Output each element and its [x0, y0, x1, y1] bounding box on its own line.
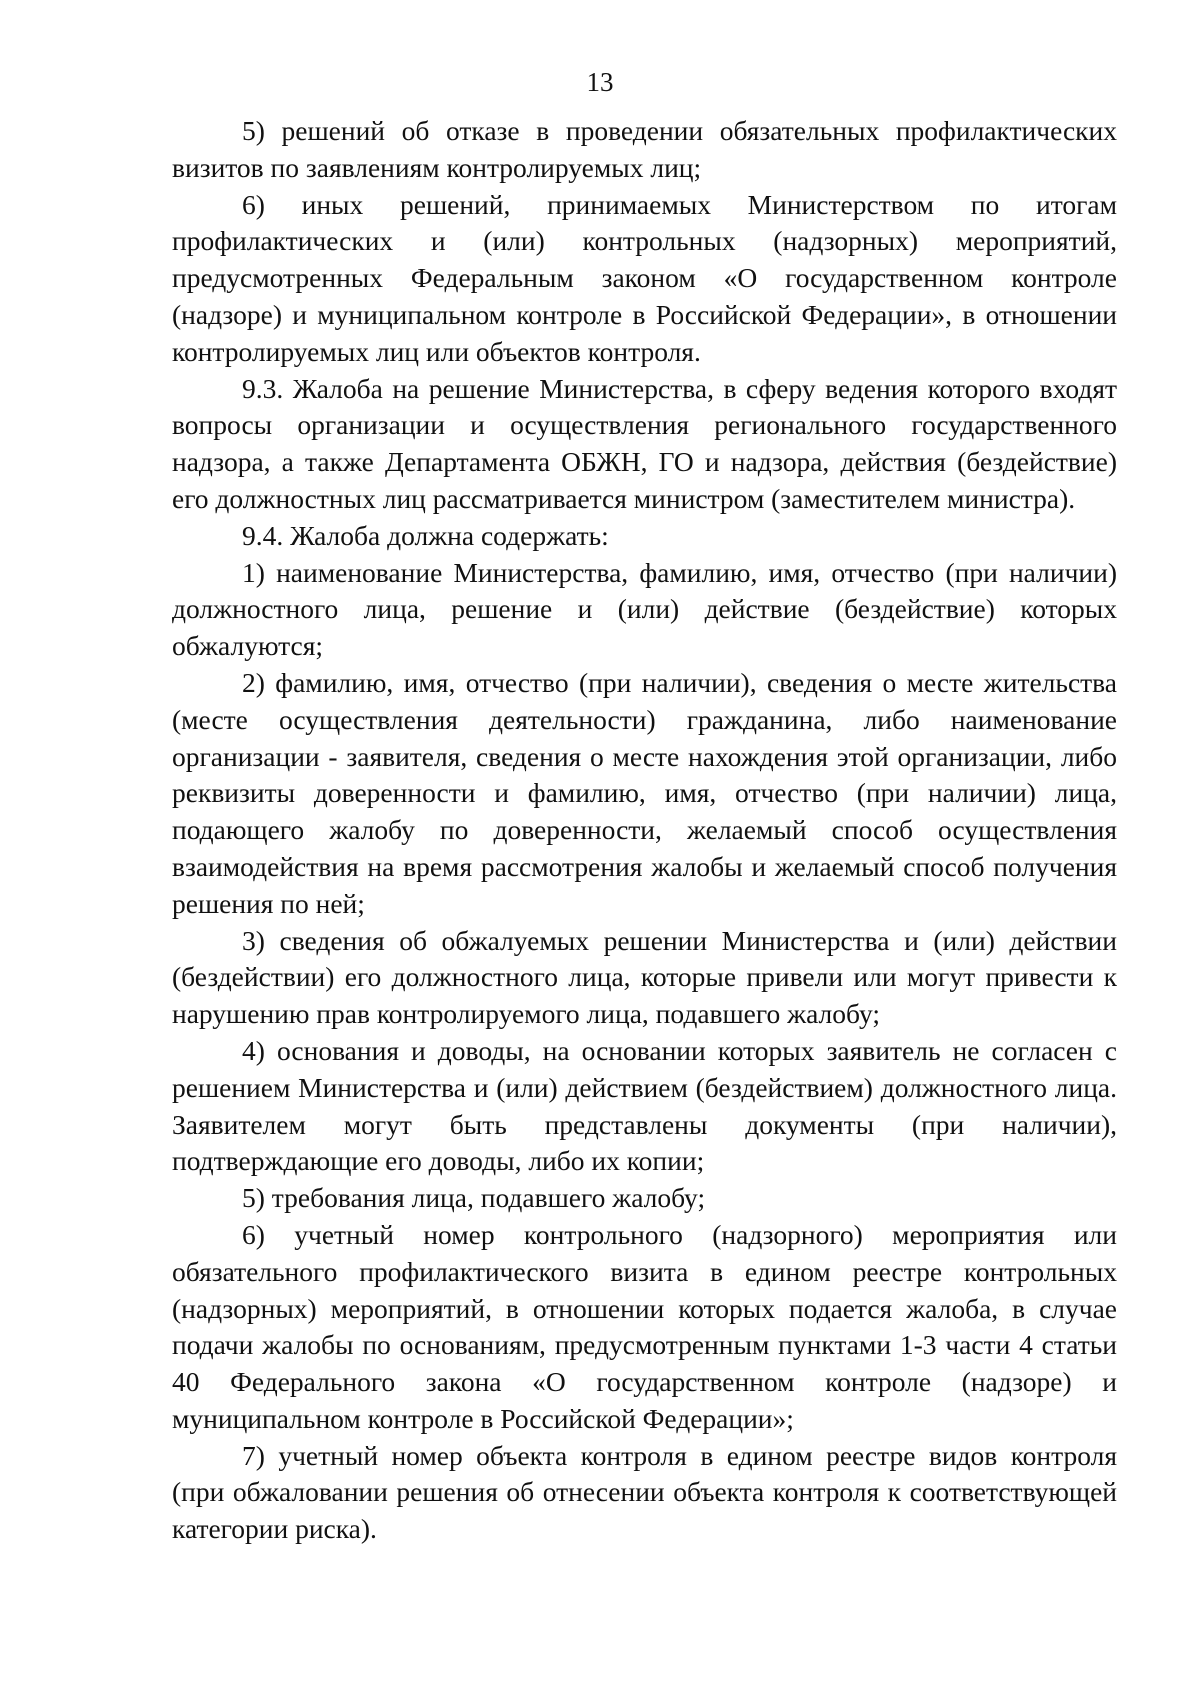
paragraph-list-item-5: 5) требования лица, подавшего жалобу; — [242, 1182, 706, 1214]
paragraph-list-item-1: 1) наименование Министерства, фамилию, имя, отчество (при наличии) должностного лица, решение и (или) действие (бездействие) которых обжалуются; — [172, 556, 1117, 662]
paragraph-list-item-3: 3) сведения об обжалуемых решении Министерства и (или) действии (бездействии) его должностного лица, которые привели или могут привести к нарушению прав контролируемого лица, подавшего жалобу; — [172, 924, 1117, 1030]
paragraph-list-item-2: 2) фамилию, имя, отчество (при наличии), сведения о месте жительства (месте осуществления деятельности) гражданина, либо наименование организации - заявителя, сведения о месте нахождения этой организации, либо реквизиты доверенности и фамилию, имя, отчество (при наличии) лица, подающего жалобу по доверенности, желаемый способ осуществления взаимодействия на время рассмотрения жалобы и желаемый способ получения решения по ней; — [172, 666, 1117, 919]
paragraph-list-item-6: 6) учетный номер контрольного (надзорного) мероприятия или обязательного профилактического визита в едином реестре контрольных (надзорных) мероприятий, в отношении которых подается жалоба, в случае подачи жалобы по основаниям, предусмотренным пунктами 1-3 части 4 статьи 40 Федерального закона «О государственном контроле (надзоре) и муниципальном контроле в Российской Федерации»; — [172, 1218, 1117, 1434]
paragraph-item-5: 5) решений об отказе в проведении обязательных профилактических визитов по заявлениям контролируемых лиц; — [172, 115, 1117, 183]
document-body — [172, 113, 1117, 1548]
page-number: 13 — [586, 67, 614, 97]
paragraph-list-item-7: 7) учетный номер объекта контроля в едином реестре видов контроля (при обжаловании решения об отнесении объекта контроля к соответствующей категории риска). — [172, 1439, 1117, 1545]
paragraph-9-4: 9.4. Жалоба должна содержать: — [242, 519, 609, 551]
paragraph-9-3: 9.3. Жалоба на решение Министерства, в сферу ведения которого входят вопросы организации и осуществления регионального государственного надзора, а также Департамента ОБЖН, ГО и надзора, действия (бездействие) его должностных лиц рассматривается министром (заместителем министра). — [172, 372, 1117, 514]
paragraph-item-6: 6) иных решений, принимаемых Министерством по итогам профилактических и (или) контрольных (надзорных) мероприятий, предусмотренных Федеральным законом «О государственном контроле (надзоре) и муниципальном контроле в Российской Федерации», в отношении контролируемых лиц или объектов контроля. — [172, 188, 1117, 367]
paragraph-list-item-4: 4) основания и доводы, на основании которых заявитель не согласен с решением Министерства и (или) действием (бездействием) должностного лица. Заявителем могут быть представлены документы (при наличии), подтверждающие его доводы, либо их копии; — [172, 1034, 1117, 1177]
